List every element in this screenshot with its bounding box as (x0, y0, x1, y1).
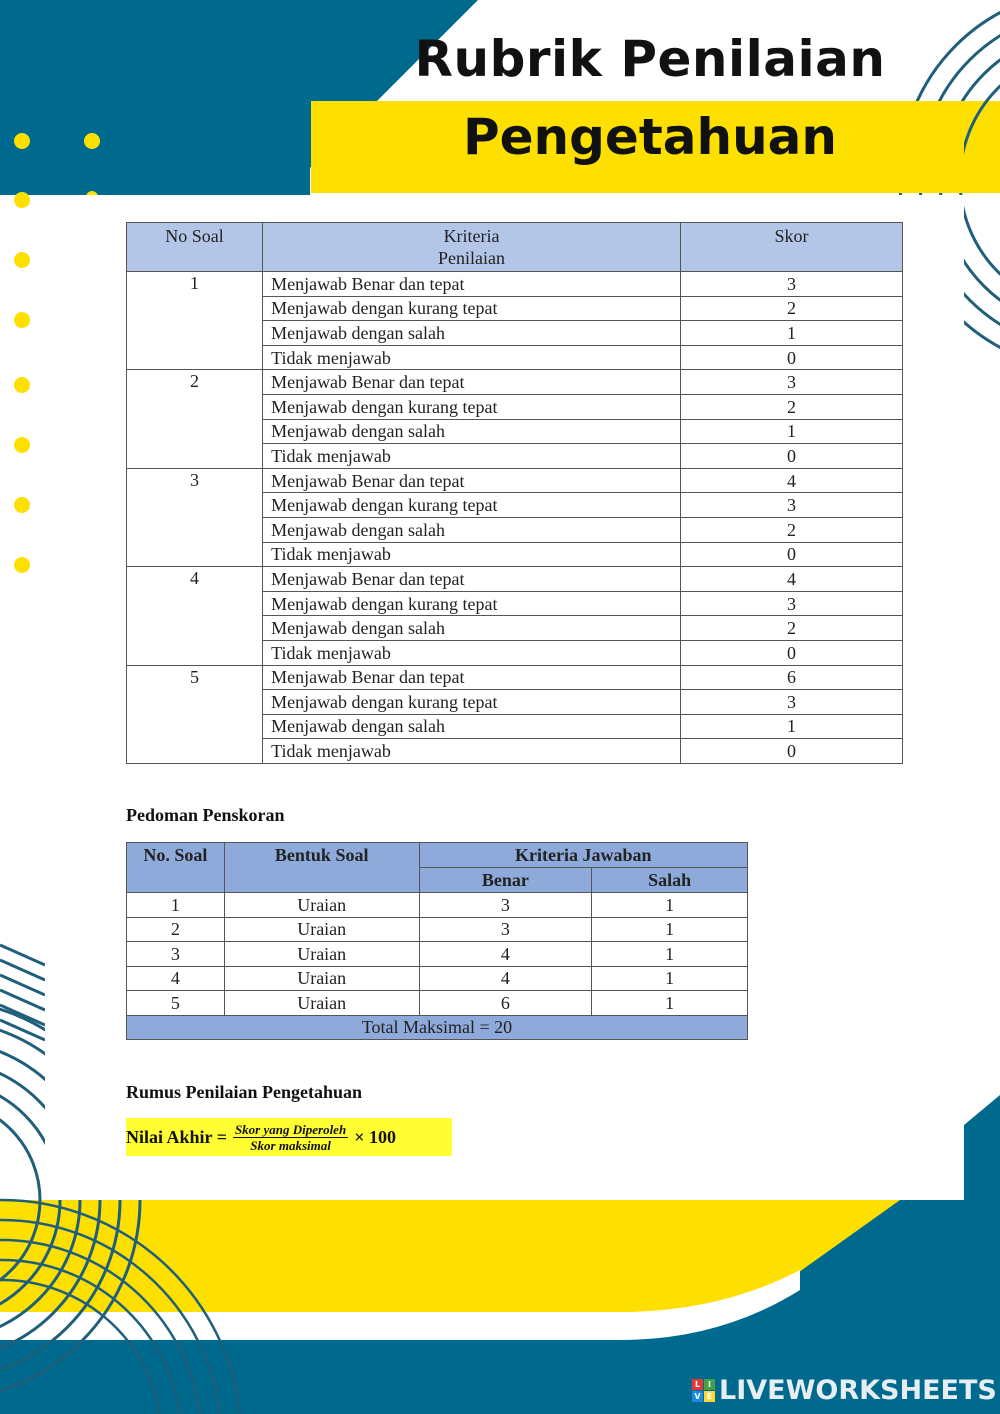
logo-letter: I (704, 1379, 715, 1390)
criteria-cell: Menjawab Benar dan tepat (263, 370, 681, 395)
logo-letter: V (692, 1391, 703, 1402)
cell-form: Uraian (224, 942, 419, 967)
header-salah: Salah (592, 868, 748, 893)
formula-denominator: Skor maksimal (250, 1137, 331, 1153)
score-cell: 0 (681, 739, 903, 764)
page-subtitle: Pengetahuan (462, 108, 838, 166)
criteria-cell: Menjawab dengan kurang tepat (263, 591, 681, 616)
table-row (127, 665, 903, 690)
formula-lhs: Nilai Akhir = (126, 1126, 227, 1147)
score-cell: 4 (681, 567, 903, 592)
table-row (127, 893, 748, 918)
page-title: Rubrik Penilaian (414, 30, 886, 88)
criteria-cell: Menjawab dengan salah (263, 714, 681, 739)
criteria-cell: Tidak menjawab (263, 542, 681, 567)
score-cell: 3 (681, 370, 903, 395)
question-number: 2 (127, 370, 263, 468)
criteria-cell: Menjawab Benar dan tepat (263, 468, 681, 493)
cell-form: Uraian (224, 991, 419, 1016)
header-no-soal: No Soal (127, 223, 263, 272)
header-skor: Skor (681, 223, 903, 272)
score-cell: 3 (681, 690, 903, 715)
table-row (127, 991, 748, 1016)
question-number: 3 (127, 468, 263, 566)
criteria-cell: Tidak menjawab (263, 739, 681, 764)
table-row (127, 567, 903, 592)
table-row (127, 468, 903, 493)
score-cell: 2 (681, 394, 903, 419)
score-cell: 6 (681, 665, 903, 690)
cell-no: 1 (127, 893, 225, 918)
cell-no: 2 (127, 917, 225, 942)
cell-form: Uraian (224, 893, 419, 918)
score-cell: 1 (681, 419, 903, 444)
question-number: 5 (127, 665, 263, 763)
header-no-soal: No. Soal (127, 843, 225, 893)
formula-rhs: × 100 (354, 1126, 396, 1147)
score-formula (126, 1118, 452, 1156)
table-row (127, 966, 748, 991)
scoring-table (126, 842, 748, 1040)
logo-text: LIVEWORKSHEETS (719, 1374, 997, 1406)
score-cell: 1 (681, 714, 903, 739)
score-cell: 0 (681, 345, 903, 370)
score-cell: 4 (681, 468, 903, 493)
cell-correct: 3 (419, 917, 592, 942)
score-cell: 2 (681, 517, 903, 542)
cell-wrong: 1 (592, 991, 748, 1016)
criteria-cell: Menjawab dengan salah (263, 517, 681, 542)
question-number: 4 (127, 567, 263, 665)
score-cell: 0 (681, 640, 903, 665)
score-cell: 3 (681, 493, 903, 518)
score-cell: 1 (681, 321, 903, 346)
cell-form: Uraian (224, 966, 419, 991)
cell-wrong: 1 (592, 966, 748, 991)
logo-letter: L (692, 1379, 703, 1390)
criteria-cell: Menjawab Benar dan tepat (263, 567, 681, 592)
table-row (127, 370, 903, 395)
score-cell: 2 (681, 296, 903, 321)
cell-wrong: 1 (592, 893, 748, 918)
formula-numerator: Skor yang Diperoleh (234, 1121, 347, 1137)
formula-fraction (233, 1122, 348, 1153)
header-kriteria-jawaban: Kriteria Jawaban (419, 843, 747, 868)
score-cell: 3 (681, 272, 903, 297)
criteria-cell: Menjawab dengan kurang tepat (263, 296, 681, 321)
formula-heading: Rumus Penilaian Pengetahuan (126, 1082, 363, 1102)
criteria-cell: Tidak menjawab (263, 444, 681, 469)
cell-wrong: 1 (592, 917, 748, 942)
header-kriteria: Kriteria Penilaian (263, 223, 681, 272)
cell-correct: 4 (419, 966, 592, 991)
cell-form: Uraian (224, 917, 419, 942)
logo-letter: E (704, 1391, 715, 1402)
score-cell: 2 (681, 616, 903, 641)
question-number: 1 (127, 272, 263, 370)
score-cell: 0 (681, 542, 903, 567)
pedoman-heading: Pedoman Penskoran (126, 805, 285, 825)
table-row (127, 942, 748, 967)
table-row (127, 272, 903, 297)
criteria-cell: Menjawab dengan kurang tepat (263, 493, 681, 518)
cell-no: 3 (127, 942, 225, 967)
cell-correct: 3 (419, 893, 592, 918)
cell-no: 4 (127, 966, 225, 991)
criteria-cell: Menjawab Benar dan tepat (263, 665, 681, 690)
logo-icon (692, 1379, 715, 1402)
criteria-cell: Menjawab dengan kurang tepat (263, 690, 681, 715)
score-cell: 3 (681, 591, 903, 616)
liveworksheets-logo[interactable] (692, 1374, 997, 1406)
criteria-cell: Tidak menjawab (263, 640, 681, 665)
score-cell: 0 (681, 444, 903, 469)
table-row (127, 917, 748, 942)
total-maksimal: Total Maksimal = 20 (127, 1015, 748, 1040)
criteria-cell: Menjawab dengan salah (263, 419, 681, 444)
header-benar: Benar (419, 868, 592, 893)
criteria-cell: Menjawab dengan salah (263, 321, 681, 346)
cell-correct: 6 (419, 991, 592, 1016)
rubric-table (126, 222, 903, 764)
header-bentuk-soal: Bentuk Soal (224, 843, 419, 893)
cell-no: 5 (127, 991, 225, 1016)
rubric-header-row (127, 223, 903, 272)
cell-wrong: 1 (592, 942, 748, 967)
criteria-cell: Tidak menjawab (263, 345, 681, 370)
criteria-cell: Menjawab dengan kurang tepat (263, 394, 681, 419)
criteria-cell: Menjawab Benar dan tepat (263, 272, 681, 297)
cell-correct: 4 (419, 942, 592, 967)
criteria-cell: Menjawab dengan salah (263, 616, 681, 641)
